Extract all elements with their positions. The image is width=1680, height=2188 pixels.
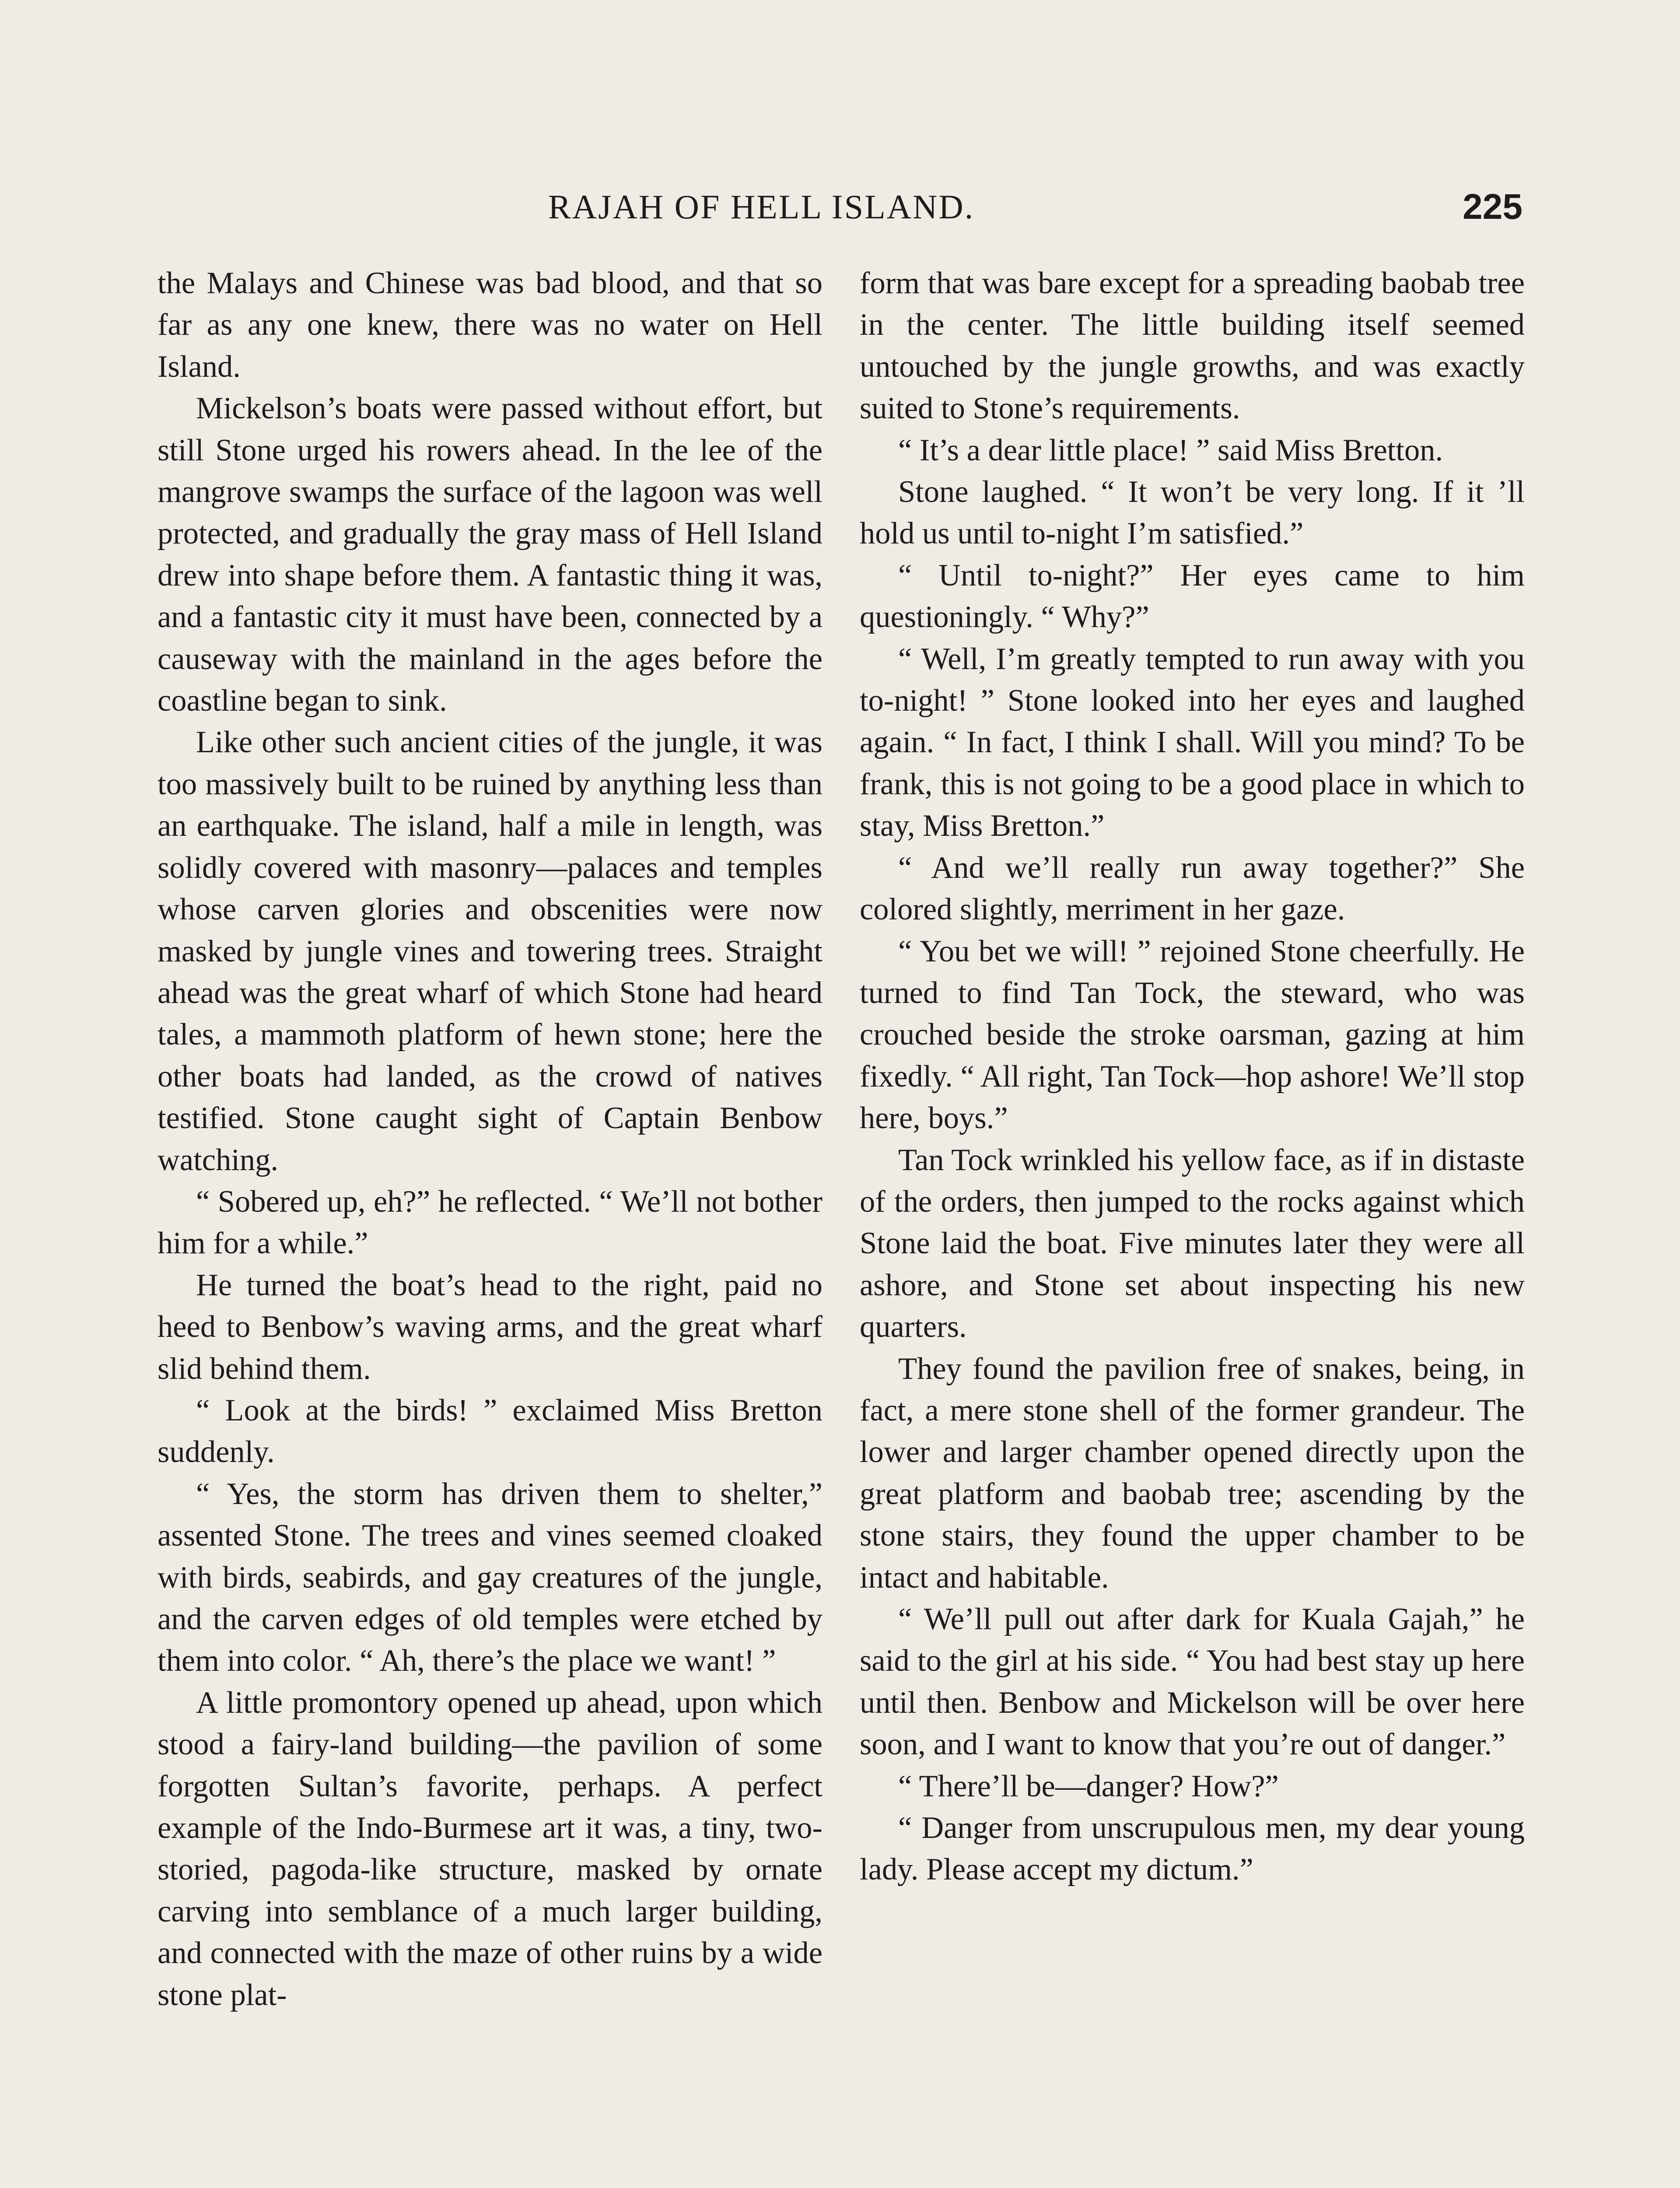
paragraph: “ Until to-night?” Her eyes came to him questioningly. “ Why?” — [860, 558, 1525, 635]
paragraph: “ Well, I’m greatly tempted to run away with you to-night! ” Stone looked into her eyes and laughed again. “ In fact, I think I shall. Will you mind? To be frank, this is not going to be a good place in which to stay, Miss Bretton.” — [860, 642, 1525, 843]
page-number: 225 — [1463, 187, 1522, 227]
paragraph: “ Danger from unscrupulous men, my dear young lady. Please accept my dictum.” — [860, 1811, 1525, 1887]
paragraph: “ It’s a dear little place! ” said Miss Bretton. — [898, 433, 1443, 467]
paragraph: “ Look at the birds! ” exclaimed Miss Bretton suddenly. — [158, 1393, 822, 1469]
paragraph: Stone laughed. “ It won’t be very long. If it ’ll hold us until to-night I’m satisfied.” — [860, 475, 1525, 551]
running-title: RAJAH OF HELL ISLAND. — [548, 188, 975, 226]
paragraph: Mickelson’s boats were passed without effort, but still Stone urged his rowers ahead. In the lee of the mangrove swamps the surface of the lagoon was well protected, and gradually the gray mass of Hell Island drew into shape before them. A fantastic thing it was, and a fantastic city it must have been, connected by a causeway with the mainland in the ages before the coastline began to sink. — [158, 391, 822, 718]
right-column — [860, 263, 1525, 1891]
paragraph: “ Yes, the storm has driven them to shelter,” assented Stone. The trees and vines seemed cloaked with birds, seabirds, and gay creatures of the jungle, and the carven edges of old temples were etched by them into color. “ Ah, there’s the place we want! ” — [158, 1476, 822, 1678]
paragraph: He turned the boat’s head to the right, paid no heed to Benbow’s waving arms, and the great wharf slid behind them. — [158, 1268, 822, 1386]
paragraph: “ You bet we will! ” rejoined Stone cheerfully. He turned to find Tan Tock, the steward, who was crouched beside the stroke oarsman, gazing at him fixedly. “ All right, Tan Tock—hop ashore! We’ll stop here, boys.” — [860, 934, 1525, 1136]
paragraph: “ Sobered up, eh?” he reflected. “ We’ll not bother him for a while.” — [158, 1184, 822, 1261]
paragraph: form that was bare except for a spreading baobab tree in the center. The little building itself seemed untouched by the jungle growths, and was exactly suited to Stone’s requirements. — [860, 266, 1525, 426]
paragraph: Tan Tock wrinkled his yellow face, as if in distaste of the orders, then jumped to the rocks against which Stone laid the boat. Five minutes later they were all ashore, and Stone set about inspecting his new quarters. — [860, 1143, 1525, 1344]
paragraph: A little promontory opened up ahead, upon which stood a fairy-land building—the pavilion of some forgotten Sultan’s favorite, perhaps. A perfect example of the Indo-Burmese art it was, a tiny, two-storied, pagoda-like structure, masked by ornate carving into semblance of a much larger building, and connected with the maze of other ruins by a wide stone plat- — [158, 1685, 822, 2012]
paragraph: Like other such ancient cities of the jungle, it was too massively built to be ruined by anything less than an earthquake. The island, half a mile in length, was solidly covered with masonry—palaces and temples whose carven glories and obscenities were now masked by jungle vines and towering trees. Straight ahead was the great wharf of which Stone had heard tales, a mammoth platform of hewn stone; here the other boats had landed, as the crowd of natives testified. Stone caught sight of Captain Benbow watching. — [158, 725, 822, 1177]
paragraph: the Malays and Chinese was bad blood, and that so far as any one knew, there was no water on Hell Island. — [158, 266, 822, 384]
paragraph: “ There’ll be—danger? How?” — [898, 1769, 1279, 1803]
left-column — [158, 263, 822, 2016]
paragraph: They found the pavilion free of snakes, being, in fact, a mere stone shell of the former grandeur. The lower and larger chamber opened directly upon the great platform and baobab tree; ascending by the stone stairs, they found the upper chamber to be intact and habitable. — [860, 1351, 1525, 1595]
paragraph: “ We’ll pull out after dark for Kuala Gajah,” he said to the girl at his side. “ You had best stay up here until then. Benbow and Mickelson will be over here soon, and I want to know that you’re out of danger.” — [860, 1602, 1525, 1762]
running-head — [149, 183, 1522, 231]
paragraph: “ And we’ll really run away together?” She colored slightly, merriment in her gaze. — [860, 850, 1525, 927]
